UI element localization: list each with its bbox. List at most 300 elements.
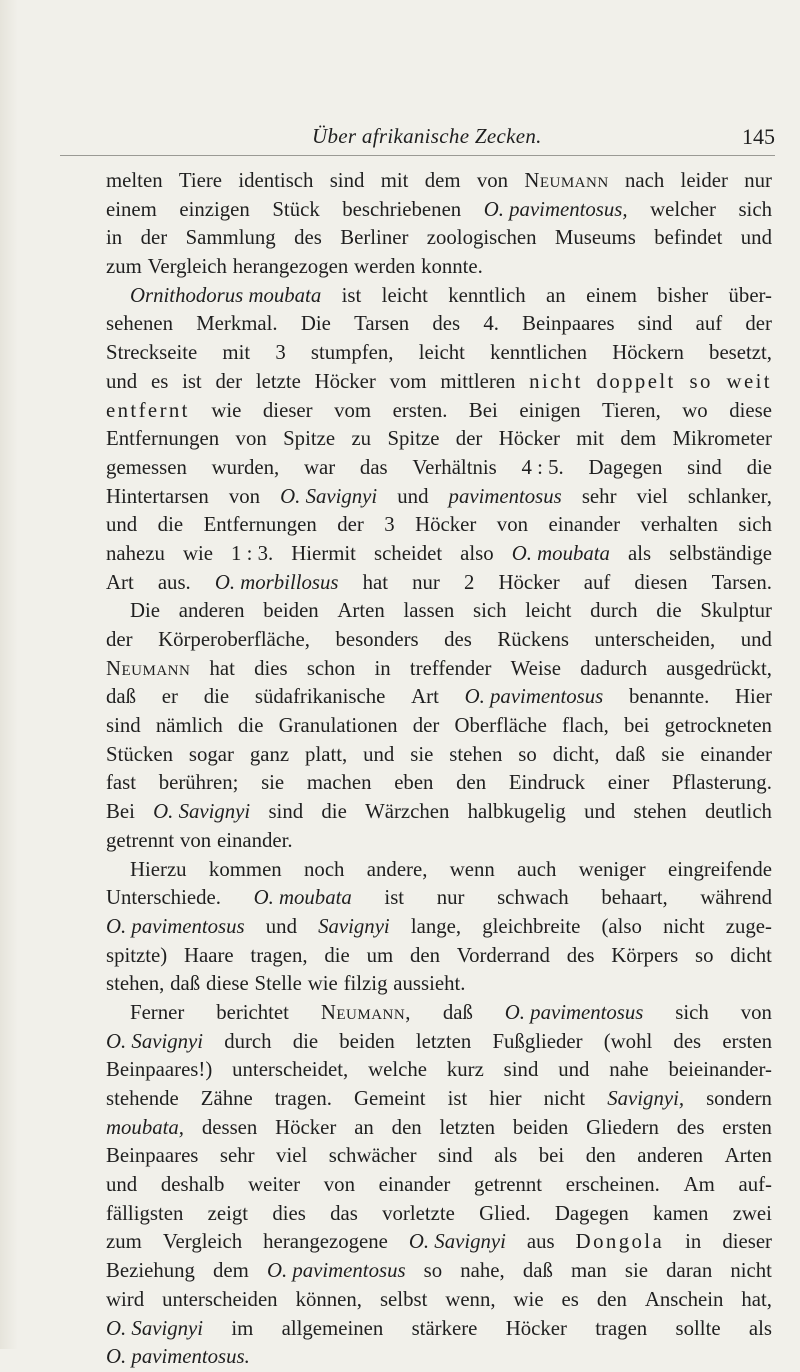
text-line <box>106 540 772 569</box>
word: kommen <box>208 857 282 881</box>
word: einigen <box>519 398 581 422</box>
word: nahezu <box>106 541 165 565</box>
word: nicht <box>663 914 705 938</box>
word: wurden, <box>211 455 280 479</box>
word: kurz <box>446 1058 484 1082</box>
text-line <box>106 425 772 454</box>
word: O. moubata <box>253 886 352 910</box>
word: Savignyi, <box>607 1087 685 1110</box>
word: weiter <box>248 1173 301 1197</box>
word: auch <box>517 857 557 881</box>
word: Beinpaares!) <box>106 1058 213 1082</box>
word: die <box>321 800 347 824</box>
text-line <box>106 683 772 712</box>
word: und <box>106 369 138 393</box>
word: zeigt <box>207 1201 249 1225</box>
word: zum <box>106 1230 142 1254</box>
word: unterscheiden <box>162 1287 278 1311</box>
word: beiden <box>263 599 319 623</box>
word: Merkmal. <box>196 312 278 336</box>
word: die <box>157 513 184 537</box>
word: der <box>412 714 440 738</box>
word: als <box>748 1316 772 1340</box>
word: tragen. <box>274 1087 332 1110</box>
word: (wohl <box>603 1029 653 1053</box>
word: Höcker <box>498 570 560 594</box>
word: in <box>106 226 123 250</box>
word: Tiere <box>178 169 223 192</box>
word: einem <box>586 283 637 307</box>
word: 4 : 5. <box>521 455 564 479</box>
text-line <box>106 970 772 999</box>
word: einzigen <box>179 197 250 221</box>
word: 1 : 3. <box>231 541 274 565</box>
word: identisch <box>238 169 314 192</box>
word: selbständige <box>669 541 772 565</box>
word: ist <box>447 1087 468 1110</box>
word: von <box>323 1173 355 1197</box>
word: an <box>546 283 566 307</box>
word: mit <box>222 341 251 365</box>
word: des <box>294 226 322 250</box>
text-line <box>106 253 772 282</box>
word: Skulptur <box>700 599 772 623</box>
text-line <box>106 196 772 225</box>
word: einander <box>378 1173 451 1197</box>
word: einander. <box>216 828 293 852</box>
word: Weise <box>510 656 561 680</box>
word: von <box>496 513 528 537</box>
text-line <box>106 167 772 196</box>
word: das <box>359 455 388 479</box>
word: beiden <box>339 1029 395 1053</box>
word: das <box>330 1201 358 1225</box>
word: beschriebenen <box>342 197 462 221</box>
word: deshalb <box>160 1173 225 1197</box>
word: dem <box>213 1259 249 1283</box>
word: des <box>676 1115 705 1139</box>
word: sehr <box>219 1144 255 1168</box>
word: von <box>179 828 212 852</box>
word: Gliedern <box>586 1115 659 1139</box>
word: herangezogene <box>263 1230 388 1254</box>
word: aus <box>526 1230 555 1254</box>
word: sehenen <box>106 312 173 336</box>
word: Höcker <box>415 513 477 537</box>
word: dem <box>620 427 657 451</box>
word: leicht <box>381 283 428 307</box>
word: weit <box>726 369 772 393</box>
word: O. pavimentosus <box>106 914 245 938</box>
word: ist <box>384 886 405 910</box>
word: um <box>366 943 394 967</box>
word: O. Savignyi <box>280 484 378 508</box>
word: mit <box>380 169 409 192</box>
word: aussieht. <box>393 972 466 996</box>
word: Gemeint <box>353 1087 426 1110</box>
text-line <box>106 827 772 856</box>
word: O. pavimentosus, <box>483 197 628 221</box>
word: eben <box>394 771 434 795</box>
word: Oberfläche <box>454 714 547 738</box>
word: sie <box>410 742 434 766</box>
word: unterscheiden, <box>594 628 716 651</box>
word: Sammlung <box>185 226 276 250</box>
word: verhalten <box>640 513 718 537</box>
word: entfernt <box>106 398 190 422</box>
word: allgemeinen <box>281 1316 384 1340</box>
word: Streckseite <box>106 341 198 365</box>
word: sehr <box>581 484 617 508</box>
word: Verhältnis <box>412 455 497 479</box>
word: des <box>566 943 595 967</box>
word: Entfernungen <box>203 513 317 537</box>
text-line <box>106 569 772 598</box>
word: in <box>685 1230 702 1254</box>
word: O. Savignyi <box>106 1316 204 1340</box>
word: moubata, <box>106 1115 184 1139</box>
text-line <box>106 1343 772 1372</box>
word: ersten. <box>392 398 448 422</box>
word: getrennt <box>106 828 175 852</box>
word: Tarsen. <box>711 570 772 594</box>
word: filzig <box>343 972 388 996</box>
word: Arten <box>337 599 385 623</box>
word: des <box>673 1029 702 1053</box>
word: sind <box>106 714 141 738</box>
word: sich <box>473 599 507 623</box>
word: bisher <box>657 283 709 307</box>
word: einander <box>700 742 772 766</box>
word: dicht <box>730 943 772 967</box>
word: getrennt <box>473 1173 543 1197</box>
word: nur <box>744 169 772 192</box>
word: getrockneten <box>664 714 772 738</box>
word: schwächer <box>328 1144 417 1168</box>
word: erscheinen. <box>565 1173 660 1197</box>
word: O. Savignyi <box>408 1230 506 1254</box>
word: O. pavimentosus <box>266 1259 406 1283</box>
word: daß <box>522 1259 553 1283</box>
word: sind <box>438 1144 473 1168</box>
word: nicht <box>543 1087 586 1110</box>
word: Höcker <box>275 1115 337 1139</box>
word: er <box>161 685 178 709</box>
word: O. morbillosus <box>214 570 339 594</box>
word: sie <box>261 771 285 795</box>
word: nur <box>412 570 440 594</box>
word: lassen <box>403 599 455 623</box>
text-line <box>106 511 772 540</box>
word: werden <box>354 255 416 279</box>
word: 4. <box>483 312 499 336</box>
word: die <box>656 599 682 623</box>
word: letzten <box>439 1115 495 1139</box>
word: über- <box>728 283 772 307</box>
body-text <box>106 167 772 1372</box>
word: ist <box>182 369 202 393</box>
word: deutlich <box>704 800 772 824</box>
word: so <box>423 1259 443 1283</box>
word: Anschein <box>644 1287 724 1311</box>
word: eingreifende <box>668 857 772 881</box>
word: stumpfen, <box>310 341 394 365</box>
word: schon <box>306 656 356 680</box>
word: Die <box>300 312 331 336</box>
word: so <box>689 369 713 393</box>
word: der <box>140 226 168 250</box>
word: platt, <box>305 742 348 766</box>
word: tragen, <box>250 943 308 967</box>
word: und <box>363 742 395 766</box>
word: stärkere <box>411 1316 478 1340</box>
word: Dagegen <box>588 455 663 479</box>
word: sich <box>738 513 772 537</box>
word: diesen <box>634 570 688 594</box>
word: Dagegen <box>554 1201 629 1225</box>
word: den <box>456 771 487 795</box>
text-line <box>106 454 772 483</box>
text-line <box>106 999 772 1028</box>
word: daß <box>442 1000 473 1024</box>
text-line <box>106 397 772 426</box>
word: so <box>695 943 714 967</box>
word: Beziehung <box>106 1259 195 1283</box>
word: wie <box>307 972 338 996</box>
text-line <box>106 339 772 368</box>
running-title: Über afrikanische Zecken. <box>312 124 542 148</box>
word: 3 <box>275 341 286 365</box>
word: doppelt <box>596 369 676 393</box>
word: die <box>203 685 230 709</box>
word: mit <box>576 427 605 451</box>
word: scheidet <box>373 541 443 565</box>
text-line <box>106 1142 772 1171</box>
word: können, <box>295 1287 362 1311</box>
text-line <box>106 913 772 942</box>
word: Haare <box>184 943 234 967</box>
word: noch <box>304 857 345 881</box>
word: machen <box>306 771 372 795</box>
word: diese <box>206 972 249 996</box>
word: und <box>106 513 138 537</box>
word: Am <box>683 1173 715 1197</box>
word: bei <box>538 1144 565 1168</box>
word: Ornithodorus moubata <box>130 283 322 307</box>
word: Stelle <box>254 972 302 996</box>
text-line <box>106 942 772 971</box>
word: sind <box>268 800 304 824</box>
word: schlanker, <box>687 484 772 508</box>
word: ersten <box>722 1115 772 1139</box>
word: Körpers <box>611 943 679 967</box>
word: es <box>561 1287 579 1311</box>
word: einer <box>607 771 650 795</box>
text-line <box>106 1171 772 1200</box>
word: sondern <box>706 1087 772 1110</box>
word: hier <box>489 1087 522 1110</box>
word: beiden <box>512 1115 569 1139</box>
text-line <box>106 1028 772 1057</box>
word: im <box>231 1316 254 1340</box>
word: Wärzchen <box>365 800 450 824</box>
word: sind <box>329 169 365 192</box>
word: den <box>391 1115 422 1139</box>
word: wie <box>211 398 242 422</box>
text-line <box>106 282 772 311</box>
word: weniger <box>578 857 646 881</box>
word: spitzte) <box>106 943 168 967</box>
word: leicht <box>418 341 465 365</box>
word: Spitze <box>283 427 336 451</box>
word: Rückens <box>497 628 569 651</box>
word: behaart, <box>601 886 668 910</box>
word: sind <box>687 455 722 479</box>
word: tragen <box>595 1316 648 1340</box>
word: vom <box>389 369 427 393</box>
word: dadurch <box>580 656 648 680</box>
text-line <box>106 1257 772 1286</box>
word: daß <box>106 685 137 709</box>
word: Beinpaares <box>106 1144 199 1168</box>
text-line <box>106 483 772 512</box>
word: und <box>106 1173 138 1197</box>
word: Höcker <box>314 369 376 393</box>
word: und <box>558 1058 590 1082</box>
word: Fußglieder <box>492 1029 583 1053</box>
word: 2 <box>463 570 475 594</box>
word: durch <box>224 1029 272 1053</box>
word: melten <box>106 169 163 192</box>
word: Dongola <box>575 1230 665 1254</box>
word: Höcker <box>498 427 560 451</box>
word: von <box>235 427 267 451</box>
text-line <box>106 597 772 626</box>
word: sie <box>624 1259 648 1283</box>
word: O. pavimentosus. <box>106 1345 250 1369</box>
word: Spitze <box>387 427 440 451</box>
text-line <box>106 884 772 913</box>
text-line <box>106 1228 772 1257</box>
word: diese <box>729 398 772 422</box>
word: einander <box>548 513 621 537</box>
word: letzte <box>255 369 301 393</box>
word: auf <box>695 312 723 336</box>
word: Glied. <box>479 1201 531 1225</box>
word: als <box>494 1144 518 1168</box>
word: flach, <box>562 714 609 738</box>
word: Hintertarsen <box>106 484 209 508</box>
word: zum <box>106 255 142 279</box>
word: wenn, <box>445 1287 496 1311</box>
word: zwei <box>732 1201 772 1225</box>
word: so <box>518 742 537 766</box>
text-line <box>106 741 772 770</box>
word: fälligsten <box>106 1201 184 1225</box>
word: Neumann <box>524 169 609 192</box>
word: die <box>292 1029 319 1053</box>
word: während <box>700 886 772 910</box>
text-line <box>106 655 772 684</box>
word: Tieren, <box>602 398 661 422</box>
word: Neumann <box>106 656 191 680</box>
word: pavimentosus <box>448 484 562 508</box>
word: nach <box>624 169 665 192</box>
word: ersten <box>722 1029 772 1053</box>
word: kenntlich <box>448 283 526 307</box>
word: gemessen <box>106 455 187 479</box>
word: Die <box>130 599 161 623</box>
word: dessen <box>201 1115 258 1139</box>
text-line <box>106 626 772 655</box>
word: hat <box>362 570 389 594</box>
word: nur <box>436 886 465 910</box>
word: (also <box>601 914 642 938</box>
word: Pflasterung. <box>671 771 772 795</box>
word: besonders <box>335 628 419 651</box>
word: stehende <box>106 1087 179 1110</box>
word: zoologischen <box>426 226 537 250</box>
word: von <box>228 484 261 508</box>
word: zu <box>351 427 372 451</box>
word: war <box>303 455 336 479</box>
word: sind <box>637 312 673 336</box>
word: nämlich <box>155 714 223 738</box>
word: herangezogen <box>232 255 349 279</box>
word: besetzt, <box>709 341 772 365</box>
text-line <box>106 224 772 253</box>
word: andere, <box>366 857 428 881</box>
word: und <box>397 484 429 508</box>
word: Körperoberfläche, <box>158 628 310 651</box>
word: Hier <box>735 685 772 709</box>
word: Savignyi <box>318 914 390 938</box>
word: schwach <box>497 886 569 910</box>
word: nicht <box>730 1259 772 1283</box>
word: viel <box>636 484 668 508</box>
word: sich <box>738 197 772 221</box>
word: berühren; <box>158 771 239 795</box>
word: leider <box>680 169 728 192</box>
word: der <box>106 628 133 651</box>
word: den <box>409 943 440 967</box>
word: Höckern <box>612 341 684 365</box>
word: Berliner <box>340 226 409 250</box>
word: Zähne <box>200 1087 253 1110</box>
word: O. Savignyi <box>153 800 251 824</box>
word: hat, <box>741 1287 772 1311</box>
word: Hierzu <box>130 857 187 881</box>
word: von <box>476 169 509 192</box>
word: Beinpaares <box>522 312 615 336</box>
text-line <box>106 856 772 885</box>
word: halbkugelig <box>467 800 566 824</box>
word: und <box>740 628 772 651</box>
word: treffender <box>409 656 492 680</box>
word: Arten <box>724 1144 772 1168</box>
text-line <box>106 1315 772 1344</box>
text-line <box>106 310 772 339</box>
word: wie <box>182 541 213 565</box>
word: letzten <box>415 1029 472 1053</box>
word: Eindruck <box>508 771 586 795</box>
word: wird <box>106 1287 145 1311</box>
word: den <box>585 1144 616 1168</box>
header-rule <box>60 155 775 156</box>
word: anderen <box>637 1144 704 1168</box>
word: sogar <box>188 742 234 766</box>
word: sich <box>675 1000 709 1024</box>
